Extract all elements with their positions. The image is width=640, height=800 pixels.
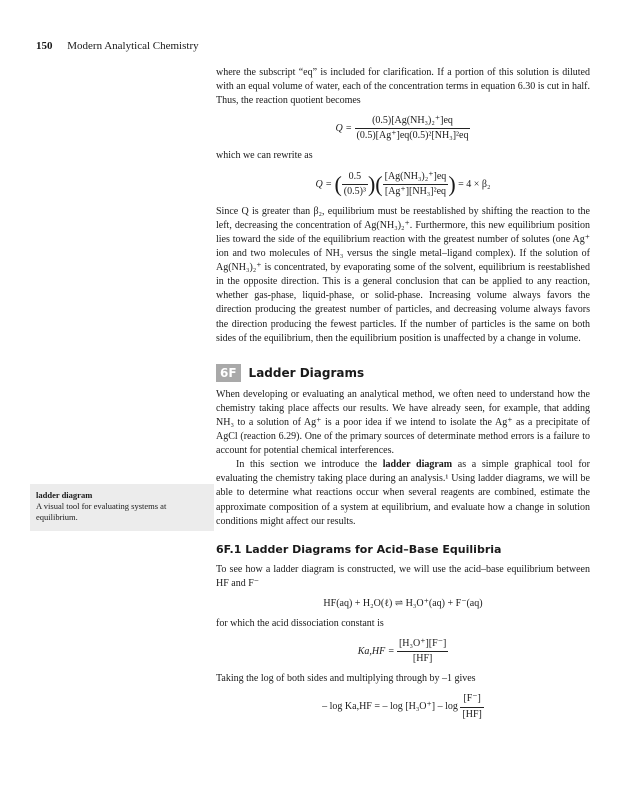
eq2-f1-numerator: 0.5 <box>342 170 368 185</box>
section-badge: 6F <box>216 364 241 382</box>
p5-text-b: as a simple graphical tool for evaluating the chemistry taking place during an analysis.¹ Using ladder diagrams, we will be able to determine what reactions occur when several reagents are combined, estimate the approximate composition of a system at equilibrium, and evaluate how a change in solution conditions might affect our results. <box>216 459 590 527</box>
paragraph-7: for which the acid dissociation constant is <box>216 618 384 630</box>
equation-rewrite <box>216 170 590 199</box>
eq5-lhs: – log Ka,HF = – log [H₃O⁺] – log <box>322 701 458 713</box>
main-column <box>216 66 590 728</box>
eq2-rhs: = 4 × β₂ <box>458 178 491 190</box>
p5-bold-term: ladder diagram <box>382 459 453 471</box>
equation-ka <box>216 637 590 666</box>
margin-glossary-box <box>30 484 214 531</box>
eq2-f2-denominator: [Ag⁺][NH₃]²eq <box>384 185 447 197</box>
paragraph-3: Since Q is greater than β₂, equilibrium must be reestablished by shifting the reaction to the left, decreasing the concentration of Ag(NH₃)₂⁺. Furthermore, this new equilibrium position lies toward the side of the equilibrium reaction with the greatest number of solutes (one Ag⁺ ion and two molecules of NH₃ versus the single metal–ligand complex). If the solution of Ag(NH₃)₂⁺ is concentrated, by evaporating some of the solvent, equilibrium is reestablished in the opposite direction. This is a general conclusion that can be applied to any reaction, whether gas-phase, liquid-phase, or solid-phase. Increasing volume always favors the direction producing the greatest number of particles, and decreasing volume always favors the direction producing the fewest particles. If the number of particles is the same on both sides of the equilibrium, then the equilibrium position is unaffected by a change in volume. <box>216 205 590 344</box>
eq1-lhs: Q = <box>335 123 353 135</box>
page-header <box>36 40 199 52</box>
paragraph-8: Taking the log of both sides and multiplying through by –1 gives <box>216 673 476 685</box>
eq4-numerator: [H₃O⁺][F⁻] <box>397 637 448 652</box>
paragraph-1: where the subscript “eq” is included for clarification. If a portion of this solution is diluted with an equal volume of water, each of the concentration terms in equation 6.30 is cut in half. Thus, the reaction quotient becomes <box>216 67 590 107</box>
eq4-lhs: Ka,HF = <box>357 646 395 658</box>
book-title: Modern Analytical Chemistry <box>67 40 199 52</box>
p5-text-a: In this section we introduce the <box>236 459 383 471</box>
eq2-fraction-1 <box>342 170 368 199</box>
eq4-fraction <box>397 637 448 666</box>
paragraph-6: To see how a ladder diagram is constructed, we will use the acid–base equilibrium between HF and F⁻ <box>216 563 590 589</box>
eq2-fraction-2 <box>383 170 449 199</box>
eq1-fraction <box>355 114 471 143</box>
eq2-f1-denominator: (0.5)³ <box>343 185 366 197</box>
eq1-denominator: (0.5)[Ag⁺]eq(0.5)²[NH₃]²eq <box>356 130 469 142</box>
eq5-denominator: [HF] <box>462 708 482 720</box>
paragraph-5 <box>216 458 590 528</box>
eq4-denominator: [HF] <box>412 653 433 665</box>
paragraph-2: which we can rewrite as <box>216 150 313 162</box>
section-heading <box>216 364 590 382</box>
eq2-lhs: Q = <box>315 178 332 190</box>
equation-hf-equilibrium: HF(aq) + H₂O(ℓ) ⇌ H₃O⁺(aq) + F⁻(aq) <box>323 598 483 609</box>
left-paren: ( <box>334 171 342 197</box>
equation-log-ka <box>216 692 590 721</box>
eq1-numerator: (0.5)[Ag(NH₃)₂⁺]eq <box>355 114 471 129</box>
eq2-f2-numerator: [Ag(NH₃)₂⁺]eq <box>383 170 449 185</box>
subsection-title: 6F.1 Ladder Diagrams for Acid–Base Equilibria <box>216 542 502 556</box>
right-paren: ) <box>367 171 376 197</box>
equation-reaction-quotient <box>216 114 590 143</box>
paragraph-4: When developing or evaluating an analytical method, we often need to understand how the chemistry taking place affects our results. We have already seen, for example, that adding NH₃ to a solution of Ag⁺ is a poor idea if we intend to isolate the Ag⁺ as a precipitate of AgCl (reaction 6.29). One of the primary sources of determinate method errors is a failure to account for potential chemical interferences. <box>216 388 590 457</box>
page-number: 150 <box>36 40 53 52</box>
section-title: Ladder Diagrams <box>248 365 365 380</box>
eq5-numerator: [F⁻] <box>460 692 483 707</box>
left-paren: ( <box>375 171 383 197</box>
glossary-term: ladder diagram <box>36 490 93 500</box>
glossary-definition: A visual tool for evaluating systems at equilibrium. <box>36 501 167 522</box>
eq5-fraction <box>460 692 483 721</box>
right-paren: ) <box>448 171 456 197</box>
